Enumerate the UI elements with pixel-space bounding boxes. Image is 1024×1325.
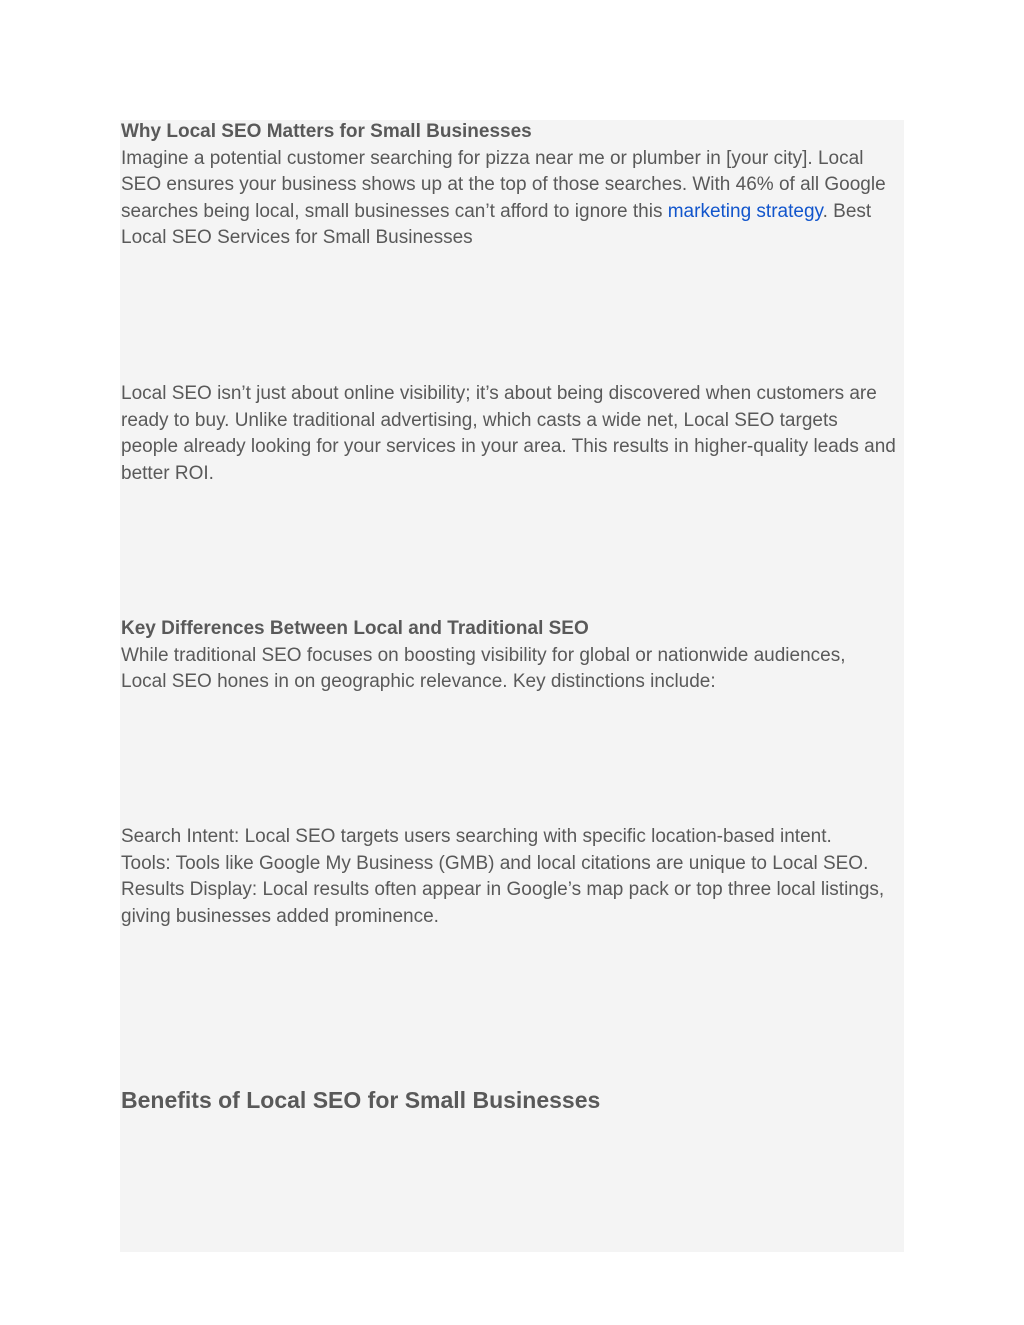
section-paragraph-visibility: Local SEO isn’t just about online visibility; it’s about being discovered when customers are ready to buy. Unlike traditional advertising, which casts a wide net, Local SEO targets people already looking for your services in your area. This results in higher-quality leads and better ROI. bbox=[121, 383, 896, 484]
paragraph-text: Imagine a potential customer searching for pizza near me or plumber in [your city]. Local SEO ensures your business shows up at the top of those searches. With 46% of all Google searches being local, small businesses can’t afford to ignore this bbox=[121, 147, 886, 222]
marketing-strategy-link[interactable]: marketing strategy bbox=[667, 200, 823, 222]
section-heading-benefits: Benefits of Local SEO for Small Businesses bbox=[121, 1087, 601, 1113]
paragraph-text-after-link: . Best Local SEO Services for Small Businesses bbox=[121, 200, 872, 248]
section-paragraph-key-differences: While traditional SEO focuses on boosting visibility for global or nationwide audiences, Local SEO hones in on geographic relevance. Key distinctions include: bbox=[121, 644, 846, 692]
section-distinctions-list bbox=[121, 824, 896, 930]
section-key-differences bbox=[121, 616, 896, 696]
section-visibility bbox=[121, 381, 896, 487]
section-heading-why-local-seo: Why Local SEO Matters for Small Businesses bbox=[121, 121, 532, 142]
list-item-search-intent: Search Intent: Local SEO targets users searching with specific location-based intent. bbox=[121, 826, 832, 847]
section-heading-key-differences: Key Differences Between Local and Traditional SEO bbox=[121, 618, 589, 639]
section-why-local-seo bbox=[121, 119, 896, 252]
list-item-results-display: Results Display: Local results often appear in Google’s map pack or top three local listings, giving businesses added prominence. bbox=[121, 879, 885, 927]
section-paragraph-why-local-seo bbox=[121, 146, 896, 252]
list-item-tools: Tools: Tools like Google My Business (GMB) and local citations are unique to Local SEO. bbox=[121, 852, 869, 874]
